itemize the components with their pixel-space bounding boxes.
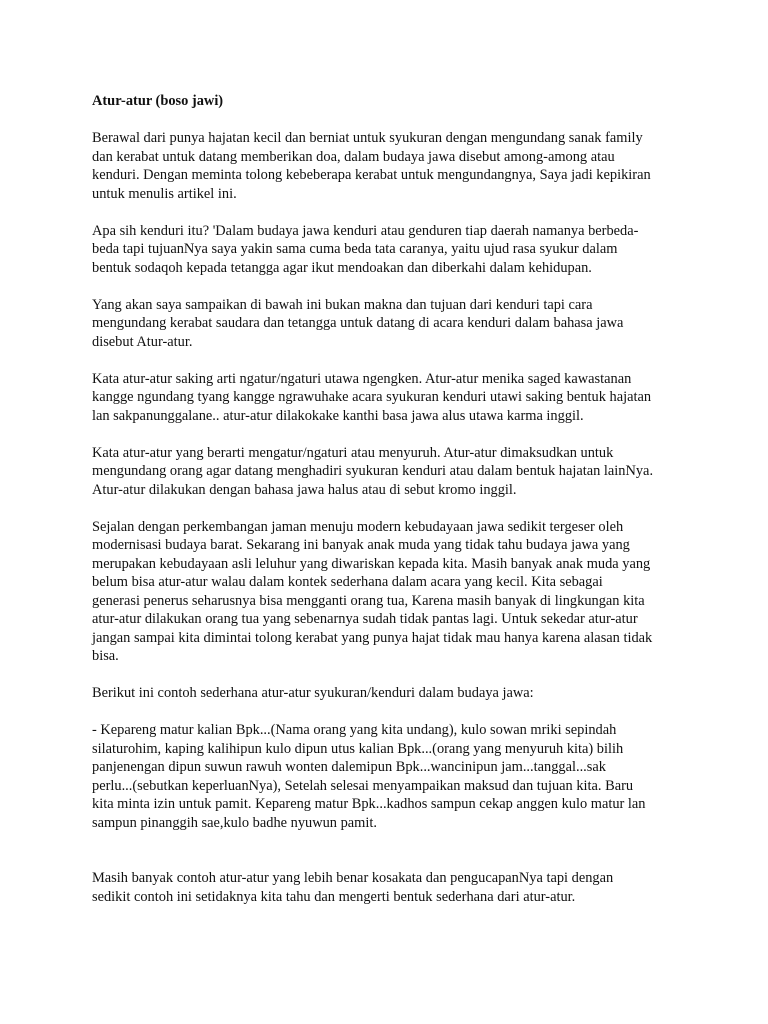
paragraph <box>92 518 692 666</box>
paragraph-line: mengundang orang agar datang menghadiri syukuran kenduri atau dalam bentuk hajatan lainNya. <box>92 463 654 479</box>
paragraph <box>92 684 692 703</box>
paragraph <box>92 296 692 352</box>
paragraph-line: bisa. <box>92 648 119 664</box>
paragraph <box>92 222 692 278</box>
paragraph-line: disebut Atur-atur. <box>92 333 193 350</box>
paragraph-line: kenduri. Dengan meminta tolong kebeberapa kerabat untuk mengundangnya, Saya jadi kepikiran <box>92 167 651 183</box>
paragraph-line: bentuk sodaqoh kepada tetangga agar ikut mendoakan dan diberkahi dalam kehidupan. <box>92 259 592 276</box>
paragraph-list <box>92 129 692 906</box>
paragraph-line: Kata atur-atur yang berarti mengatur/ngaturi atau menyuruh. Atur-atur dimaksudkan untuk <box>92 444 614 461</box>
paragraph-line: kita minta izin untuk pamit. Kepareng matur Bpk...kadhos sampun cekap anggen kulo matur lan <box>92 796 646 812</box>
paragraph-line: merupakan kebudayaan asli leluhur yang diwariskan kepada kita. Masih banyak anak muda yang <box>92 555 651 572</box>
paragraph-line: sedikit contoh ini setidaknya kita tahu dan mengerti bentuk sederhana dari atur-atur. <box>92 888 576 905</box>
paragraph <box>92 444 692 500</box>
document-title: Atur-atur (boso jawi) <box>92 93 224 109</box>
paragraph-line: beda tapi tujuanNya saya yakin sama cuma beda tata caranya, yaitu ujud rasa syukur dalam <box>92 241 618 257</box>
paragraph-line: Berawal dari punya hajatan kecil dan berniat untuk syukuran dengan mengundang sanak family <box>92 130 643 146</box>
paragraph-line: Masih banyak contoh atur-atur yang lebih benar kosakata dan pengucapanNya tapi dengan <box>92 870 614 886</box>
paragraph <box>92 370 692 426</box>
paragraph <box>92 869 692 906</box>
paragraph <box>92 721 692 832</box>
paragraph-line: jangan sampai kita dimintai tolong kerabat yang punya hajat tidak mau hanya karena alasan tidak <box>92 629 653 646</box>
paragraph-line: sampun pinanggih sae,kulo badhe nyuwun pamit. <box>92 814 377 831</box>
paragraph-line: untuk menulis artikel ini. <box>92 185 237 202</box>
paragraph-line: belum bisa atur-atur walau dalam kontek sederhana dalam acara yang kecil. Kita sebagai <box>92 574 603 590</box>
document-body <box>92 92 692 925</box>
paragraph-line: modernisasi budaya barat. Sekarang ini banyak anak muda yang tidak tahu budaya jawa yang <box>92 537 630 553</box>
paragraph-line: generasi penerus seharusnya bisa mengganti orang tua, Karena masih banyak di lingkungan kita <box>92 592 645 609</box>
paragraph-line: lan sakpanunggalane.. atur-atur dilakokake kanthi basa jawa alus utawa karma inggil. <box>92 407 584 424</box>
paragraph-line: panjenengan dipun suwun rawuh wonten dalemipun Bpk...wancinipun jam...tanggal...sak <box>92 759 606 775</box>
paragraph-line: kangge ngundang tyang kangge ngrawuhake acara syukuran kenduri utawi saking bentuk hajatan <box>92 389 652 405</box>
paragraph-line: Apa sih kenduri itu? 'Dalam budaya jawa kenduri atau genduren tiap daerah namanya berbeda- <box>92 222 639 239</box>
paragraph-line: mengundang kerabat saudara dan tetangga untuk datang di acara kenduri dalam bahasa jawa <box>92 315 624 331</box>
paragraph-line: Kata atur-atur saking arti ngatur/ngaturi utawa ngengken. Atur-atur menika saged kawastanan <box>92 370 632 387</box>
paragraph <box>92 129 692 203</box>
paragraph-line: Sejalan dengan perkembangan jaman menuju modern kebudayaan jawa sedikit tergeser oleh <box>92 518 624 535</box>
paragraph-line: perlu...(sebutkan keperluanNya), Setelah selesai menyampaikan maksud dan tujuan kita. Baru <box>92 777 634 794</box>
paragraph-line: dan kerabat untuk datang memberikan doa, dalam budaya jawa disebut among-among atau <box>92 148 615 165</box>
paragraph-line: Berikut ini contoh sederhana atur-atur syukuran/kenduri dalam budaya jawa: <box>92 685 534 701</box>
paragraph-line: Atur-atur dilakukan dengan bahasa jawa halus atau di sebut kromo inggil. <box>92 481 517 498</box>
paragraph-line: atur-atur dilakukan orang tua yang sebenarnya sudah tidak pantas lagi. Untuk sekedar atur-atur <box>92 611 638 627</box>
paragraph-line: - Kepareng matur kalian Bpk...(Nama orang yang kita undang), kulo sowan mriki sepindah <box>92 722 617 738</box>
paragraph-line: silaturohim, kaping kalihipun kulo dipun utus kalian Bpk...(orang yang menyuruh kita) bilih <box>92 740 624 757</box>
paragraph-line: Yang akan saya sampaikan di bawah ini bukan makna dan tujuan dari kenduri tapi cara <box>92 296 593 313</box>
